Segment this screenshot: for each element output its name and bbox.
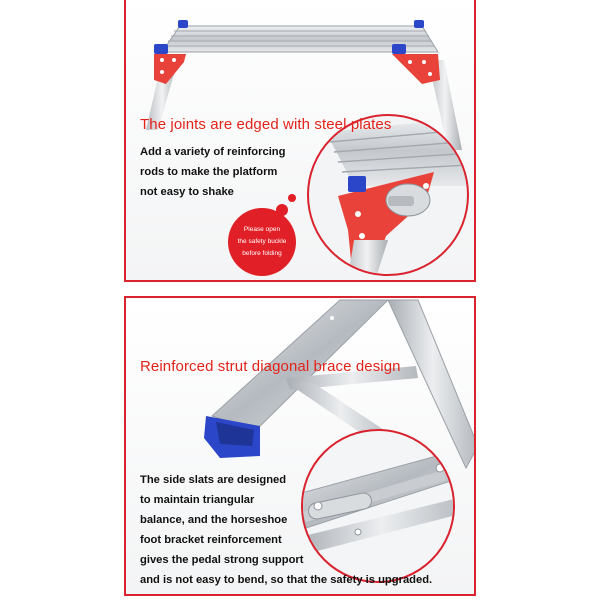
top-description-line: Add a variety of reinforcing [140, 146, 286, 158]
bottom-description-line: and is not easy to bend, so that the safety is upgraded. [140, 574, 433, 586]
bottom-description-line: The side slats are designed [140, 474, 287, 486]
bubble-text [227, 224, 297, 260]
top-description-line: rods to make the platform [140, 166, 278, 178]
top-description-line: not easy to shake [140, 186, 234, 198]
top-heading: The joints are edged with steel plates [140, 116, 392, 133]
top-description [140, 142, 285, 202]
bubble-line: the safety buckle [237, 238, 287, 245]
bottom-description [140, 470, 432, 590]
bottom-description-line: gives the pedal strong support [140, 554, 304, 566]
bottom-heading: Reinforced strut diagonal brace design [140, 358, 401, 375]
bottom-description-line: foot bracket reinforcement [140, 534, 282, 546]
bubble-line: before folding [242, 250, 282, 257]
top-feature-panel [124, 0, 476, 282]
bubble-line: Please open [243, 226, 281, 233]
bottom-description-line: balance, and the horseshoe [140, 514, 288, 526]
bottom-description-line: to maintain triangular [140, 494, 255, 506]
bottom-feature-panel [124, 296, 476, 596]
platform-illustration [126, 0, 476, 282]
